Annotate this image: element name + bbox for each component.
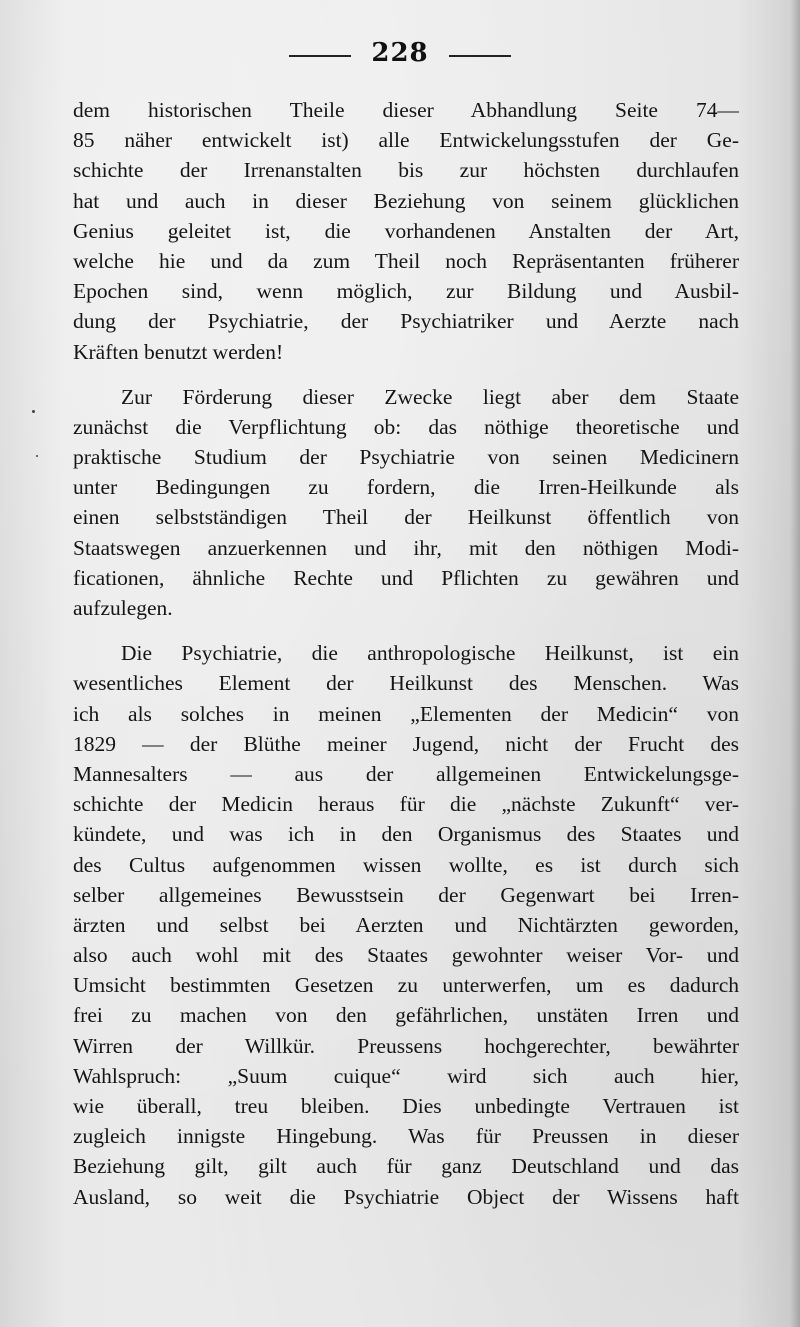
paragraph-gap — [73, 623, 739, 638]
text-line: Staatswegen anzuerkennen und ihr, mit den nöthigen Modi- — [73, 535, 739, 560]
text-line: welche hie und da zum Theil noch Repräsentanten früherer — [73, 248, 739, 273]
page-number: 228 — [371, 38, 429, 68]
text-line: Wahlspruch: „Suum cuique“ wird sich auch hier, — [73, 1063, 739, 1088]
text-line: ich als solches in meinen „Elementen der Medicin“ von — [73, 701, 739, 726]
text-line: praktische Studium der Psychiatrie von seinen Medicinern — [73, 445, 739, 470]
text-line: selber allgemeines Bewusstsein der Gegenwart bei Irren- — [73, 882, 739, 907]
text-line: Wirren der Willkür. Preussens hochgerechter, bewährter — [73, 1033, 739, 1058]
text-line: Genius geleitet ist, die vorhandenen Anstalten der Art, — [73, 218, 739, 243]
text-line: wesentliches Element der Heilkunst des Menschen. Was — [73, 671, 739, 696]
text-line: schichte der Medicin heraus für die „nächste Zukunft“ ver- — [73, 792, 739, 817]
text-line: ärzten und selbst bei Aerzten und Nichtärzten geworden, — [73, 912, 739, 937]
text-line: ficationen, ähnliche Rechte und Pflichten zu gewähren und — [73, 565, 739, 590]
text-line: unter Bedingungen zu fordern, die Irren-Heilkunde als — [73, 475, 739, 500]
page-header — [0, 38, 800, 68]
text-line: Epochen sind, wenn möglich, zur Bildung und Ausbil- — [73, 279, 739, 304]
paragraph-1 — [73, 95, 739, 367]
text-line: einen selbstständigen Theil der Heilkunst öffentlich von — [73, 505, 739, 530]
text-line: Die Psychiatrie, die anthropologische Heilkunst, ist ein — [121, 641, 739, 666]
paragraph-3 — [73, 638, 739, 1212]
text-line: wie überall, treu bleiben. Dies unbedingte Vertrauen ist — [73, 1094, 739, 1118]
text-line: zugleich innigste Hingebung. Was für Preussen in dieser — [73, 1124, 739, 1149]
text-line: Zur Förderung dieser Zwecke liegt aber dem Staate — [121, 384, 739, 409]
text-line: zunächst die Verpflichtung ob: das nöthige theoretische und — [73, 414, 739, 439]
text-line: Ausland, so weit die Psychiatrie Object der Wissens haft — [73, 1184, 739, 1209]
body-text — [73, 95, 739, 1212]
text-line: Kräften benutzt werden! — [73, 339, 284, 364]
text-line: 1829 — der Blüthe meiner Jugend, nicht der Frucht des — [73, 731, 739, 756]
text-line: Beziehung gilt, gilt auch für ganz Deutschland und das — [73, 1154, 739, 1179]
text-line: also auch wohl mit des Staates gewohnter weiser Vor- und — [73, 943, 739, 968]
paper-speck — [32, 410, 35, 413]
paper-speck — [36, 455, 38, 457]
text-line: frei zu machen von den gefährlichen, unstäten Irren und — [73, 1003, 739, 1028]
text-line: Mannesalters — aus der allgemeinen Entwickelungsge- — [73, 761, 739, 786]
text-line: kündete, und was ich in den Organismus des Staates und — [73, 822, 739, 847]
header-rule-left — [289, 55, 351, 57]
paragraph-gap — [73, 367, 739, 382]
text-line: des Cultus aufgenommen wissen wollte, es ist durch sich — [73, 852, 739, 877]
text-line: dung der Psychiatrie, der Psychiatriker und Aerzte nach — [73, 309, 739, 334]
text-line: dem historischen Theile dieser Abhandlung Seite 74— — [73, 98, 739, 122]
text-line: aufzulegen. — [73, 596, 173, 620]
text-line: 85 näher entwickelt ist) alle Entwickelungsstufen der Ge- — [73, 128, 739, 153]
header-rule-right — [449, 55, 511, 57]
text-line: hat und auch in dieser Beziehung von seinem glücklichen — [73, 188, 739, 213]
text-line: schichte der Irrenanstalten bis zur höchsten durchlaufen — [73, 158, 739, 183]
text-line: Umsicht bestimmten Gesetzen zu unterwerfen, um es dadurch — [73, 973, 739, 998]
paragraph-2 — [73, 382, 739, 624]
